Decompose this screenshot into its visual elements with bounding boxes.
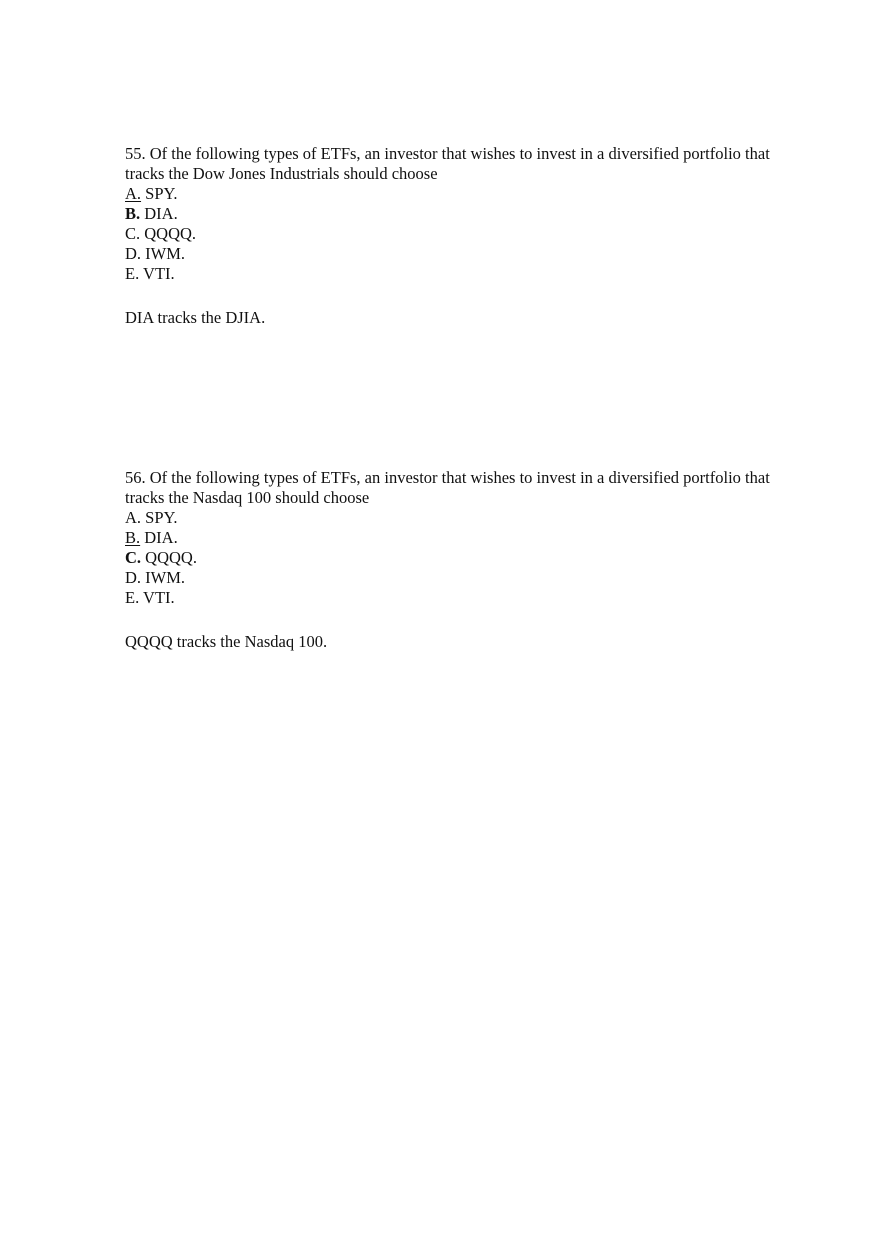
option-letter: D. (125, 568, 142, 587)
option-d (125, 244, 785, 264)
option-c (125, 548, 785, 568)
question-stem: 55. Of the following types of ETFs, an investor that wishes to invest in a diversified portfolio that tracks the Dow Jones Industrials should choose (125, 144, 770, 183)
option-text: DIA. (140, 204, 178, 223)
option-text: IWM. (141, 244, 186, 263)
option-letter: C. (125, 224, 141, 243)
question-56 (125, 468, 785, 652)
option-text: QQQQ. (141, 548, 197, 567)
answer-options (125, 508, 785, 608)
option-letter: B. (125, 528, 141, 547)
option-letter: B. (125, 204, 141, 223)
option-text: VTI. (139, 588, 175, 607)
question-55 (125, 144, 785, 328)
option-a (125, 508, 785, 528)
answer-options (125, 184, 785, 284)
option-b (125, 204, 785, 224)
option-c (125, 224, 785, 244)
option-letter: E. (125, 264, 140, 283)
option-text: SPY. (141, 508, 178, 527)
option-e (125, 588, 785, 608)
option-text: IWM. (141, 568, 186, 587)
question-stem: 56. Of the following types of ETFs, an investor that wishes to invest in a diversified portfolio that tracks the Nasdaq 100 should choose (125, 468, 770, 507)
option-d (125, 568, 785, 588)
answer-explanation: QQQQ tracks the Nasdaq 100. (125, 632, 328, 651)
option-a (125, 184, 785, 204)
option-letter: C. (125, 548, 142, 567)
option-b (125, 528, 785, 548)
option-letter: E. (125, 588, 140, 607)
option-letter: A. (125, 184, 142, 203)
option-text: DIA. (140, 528, 178, 547)
option-e (125, 264, 785, 284)
option-text: SPY. (141, 184, 178, 203)
option-text: VTI. (139, 264, 175, 283)
option-text: QQQQ. (140, 224, 197, 243)
answer-explanation: DIA tracks the DJIA. (125, 308, 266, 327)
option-letter: D. (125, 244, 142, 263)
option-letter: A. (125, 508, 142, 527)
